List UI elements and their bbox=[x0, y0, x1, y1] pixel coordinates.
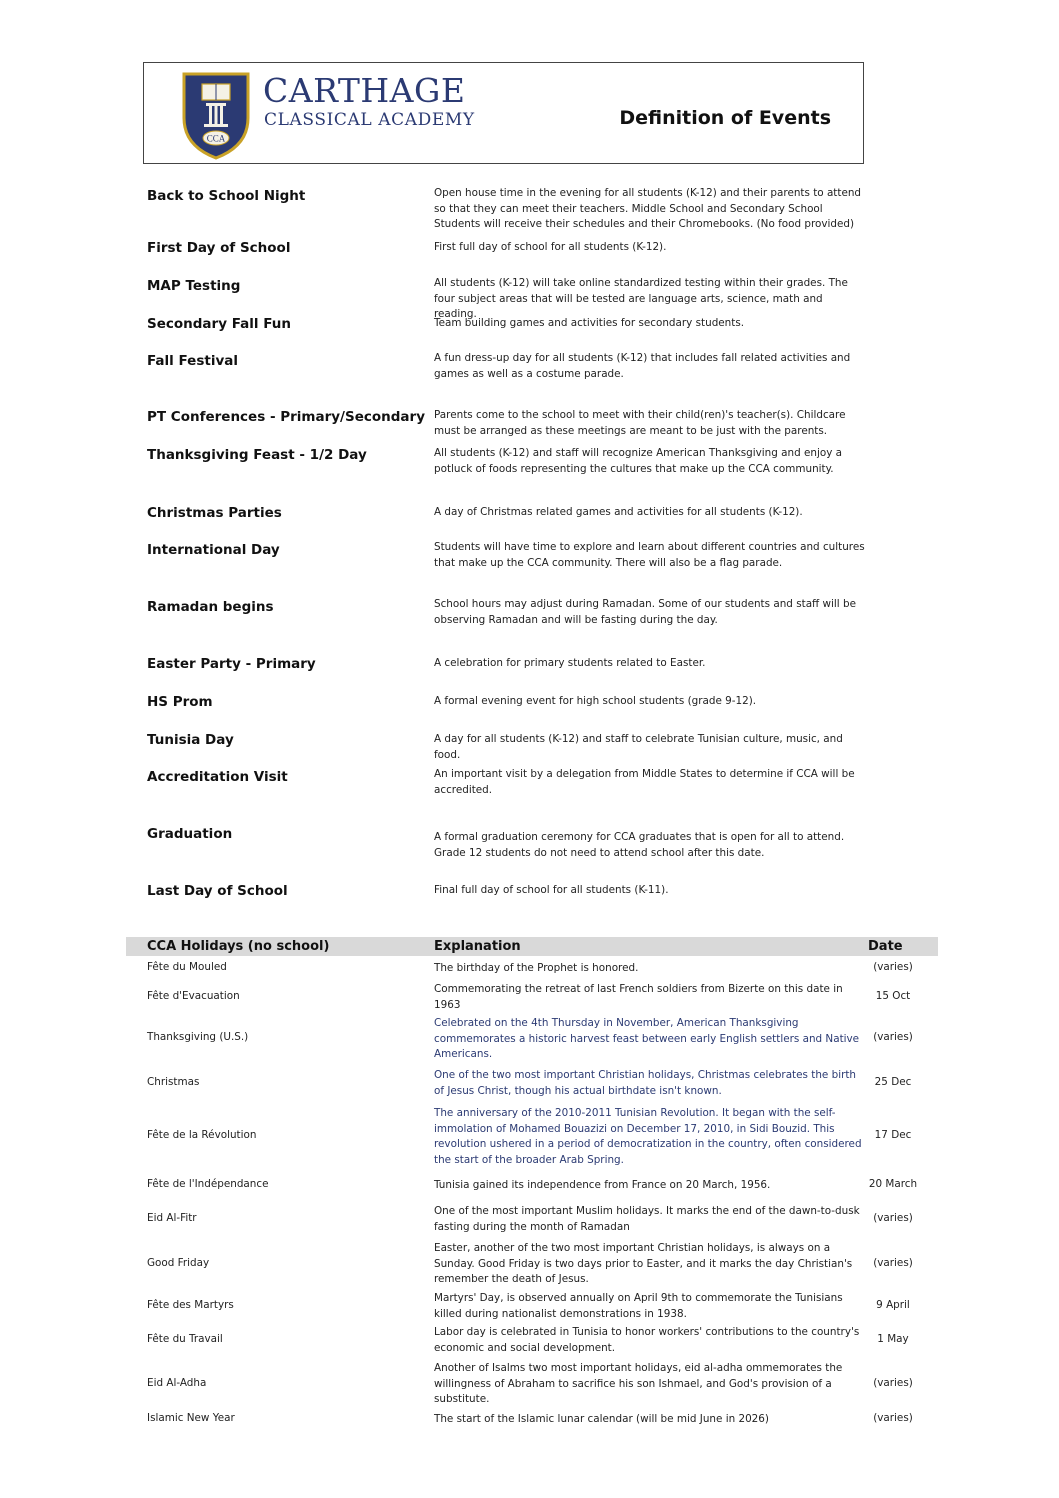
event-description: Team building games and activities for secondary students. bbox=[434, 317, 745, 329]
event-description: A celebration for primary students related to Easter. bbox=[434, 657, 706, 669]
event-description: A formal evening event for high school students (grade 9-12). bbox=[434, 695, 757, 707]
crest-logo-icon bbox=[176, 70, 256, 160]
holiday-explanation: Celebrated on the 4th Thursday in November, American Thanksgiving commemorates a historic harvest feast between early English settlers and Native Americans. bbox=[434, 1017, 860, 1061]
holiday-explanation: Easter, another of the two most important Christian holidays, is always on a Sunday. Good Friday is two days prior to Easter, and it marks the day Christian's remember the death of Jesus. bbox=[434, 1242, 853, 1286]
event-name: Accreditation Visit bbox=[147, 769, 288, 785]
holidays-table-header bbox=[126, 937, 938, 956]
holiday-name: Christmas bbox=[147, 1076, 200, 1088]
holiday-date: (varies) bbox=[873, 1257, 913, 1269]
crest-text: CCA bbox=[206, 133, 226, 144]
event-name: PT Conferences - Primary/Secondary bbox=[147, 409, 425, 425]
holiday-date: 17 Dec bbox=[874, 1129, 912, 1141]
event-name: Fall Festival bbox=[147, 353, 238, 369]
holiday-explanation: Martyrs' Day, is observed annually on April 9th to commemorate the Tunisians killed during nationalist demonstrations in 1938. bbox=[434, 1292, 843, 1320]
holiday-date: 25 Dec bbox=[874, 1076, 912, 1088]
event-description: A formal graduation ceremony for CCA graduates that is open for all to attend. Grade 12 students do not need to attend school after this date. bbox=[434, 831, 845, 859]
holiday-name: Fête du Mouled bbox=[147, 961, 227, 973]
event-description: Parents come to the school to meet with their child(ren)'s teacher(s). Childcare must be arranged as these meetings are meant to be just with the parents. bbox=[434, 409, 846, 437]
event-description: All students (K-12) will take online standardized testing within their grades. The four subject areas that will be tested are language arts, science, math and reading. bbox=[434, 277, 848, 321]
event-name: Last Day of School bbox=[147, 883, 288, 899]
event-name: First Day of School bbox=[147, 240, 291, 256]
event-description: A fun dress-up day for all students (K-12) that includes fall related activities and games as well as a costume parade. bbox=[434, 352, 851, 380]
event-description: Final full day of school for all students (K-11). bbox=[434, 884, 669, 896]
holiday-name: Good Friday bbox=[147, 1257, 210, 1269]
holiday-explanation: Tunisia gained its independence from France on 20 March, 1956. bbox=[434, 1179, 771, 1191]
event-description: School hours may adjust during Ramadan. Some of our students and staff will be observing Ramadan and will be fasting during the day. bbox=[434, 598, 856, 626]
holiday-date: (varies) bbox=[873, 961, 913, 973]
holiday-name: Eid Al-Adha bbox=[147, 1377, 207, 1389]
holidays-column-explanation: Explanation bbox=[434, 939, 521, 954]
holiday-date: 9 April bbox=[876, 1299, 910, 1311]
holiday-name: Islamic New Year bbox=[147, 1412, 235, 1424]
holiday-explanation: Commemorating the retreat of last French soldiers from Bizerte on this date in 1963 bbox=[434, 983, 843, 1011]
holiday-explanation: The anniversary of the 2010-2011 Tunisian Revolution. It began with the self-immolation of Mohamed Bouazizi on December 17, 2010, in Sidi Bouzid. This revolution ushered in a period of democratization in the country, often considered the start of the broader Arab Spring. bbox=[434, 1107, 862, 1166]
holiday-name: Fête de la Révolution bbox=[147, 1129, 257, 1141]
event-name: Tunisia Day bbox=[147, 732, 234, 748]
event-name: Christmas Parties bbox=[147, 505, 282, 521]
holiday-explanation: The birthday of the Prophet is honored. bbox=[434, 962, 639, 974]
event-description: First full day of school for all students (K-12). bbox=[434, 241, 667, 253]
holiday-explanation: The start of the Islamic lunar calendar (will be mid June in 2026) bbox=[434, 1413, 769, 1425]
holiday-date: (varies) bbox=[873, 1212, 913, 1224]
event-description: A day for all students (K-12) and staff to celebrate Tunisian culture, music, and food. bbox=[434, 733, 843, 761]
holiday-name: Eid Al-Fitr bbox=[147, 1212, 197, 1224]
event-description: An important visit by a delegation from Middle States to determine if CCA will be accredited. bbox=[434, 768, 855, 796]
event-name: Thanksgiving Feast - 1/2 Day bbox=[147, 447, 367, 463]
document-header bbox=[143, 62, 864, 164]
event-description: All students (K-12) and staff will recognize American Thanksgiving and enjoy a potluck of foods representing the cultures that make up the CCA community. bbox=[434, 447, 843, 475]
holiday-explanation: Labor day is celebrated in Tunisia to honor workers' contributions to the country's economic and social development. bbox=[434, 1326, 860, 1354]
holiday-name: Fête des Martyrs bbox=[147, 1299, 234, 1311]
event-name: HS Prom bbox=[147, 694, 213, 710]
event-name: Graduation bbox=[147, 826, 233, 842]
event-name: MAP Testing bbox=[147, 278, 241, 294]
page-title: Definition of Events bbox=[619, 107, 831, 129]
holiday-date: 20 March bbox=[868, 1178, 918, 1190]
holidays-column-date: Date bbox=[868, 939, 903, 954]
holidays-column-name: CCA Holidays (no school) bbox=[147, 939, 330, 954]
holiday-date: 15 Oct bbox=[875, 990, 911, 1002]
holiday-date: (varies) bbox=[873, 1412, 913, 1424]
holiday-name: Fête d'Evacuation bbox=[147, 990, 240, 1002]
holiday-name: Fête du Travail bbox=[147, 1333, 223, 1345]
event-name: Secondary Fall Fun bbox=[147, 316, 291, 332]
holiday-date: (varies) bbox=[873, 1377, 913, 1389]
event-description: Open house time in the evening for all students (K-12) and their parents to attend so that they can meet their teachers. Middle School and Secondary School Students will receive their schedules and their Chromebooks. (No food provided) bbox=[434, 187, 862, 231]
logo-subtitle: CLASSICAL ACADEMY bbox=[264, 110, 475, 130]
event-description: A day of Christmas related games and activities for all students (K-12). bbox=[434, 506, 803, 518]
holiday-explanation: One of the most important Muslim holidays. It marks the end of the dawn-to-dusk fasting during the month of Ramadan bbox=[434, 1205, 860, 1233]
holiday-date: 1 May bbox=[877, 1333, 909, 1345]
event-description: Students will have time to explore and learn about different countries and cultures that make up the CCA community. There will also be a flag parade. bbox=[434, 541, 865, 569]
holiday-date: (varies) bbox=[873, 1031, 913, 1043]
holiday-explanation: One of the two most important Christian holidays, Christmas celebrates the birth of Jesus Christ, though his actual birthdate isn't known. bbox=[434, 1069, 857, 1097]
event-name: Easter Party - Primary bbox=[147, 656, 316, 672]
event-name: Ramadan begins bbox=[147, 599, 274, 615]
event-name: International Day bbox=[147, 542, 280, 558]
holiday-explanation: Another of Isalms two most important holidays, eid al-adha ommemorates the willingness of Abraham to sacrifice his son Ishmael, and God's provision of a substitute. bbox=[434, 1362, 843, 1406]
logo-wordmark: CARTHAGE bbox=[263, 71, 466, 110]
holiday-name: Fête de l'Indépendance bbox=[147, 1178, 269, 1190]
event-name: Back to School Night bbox=[147, 188, 306, 204]
holiday-name: Thanksgiving (U.S.) bbox=[147, 1031, 249, 1043]
